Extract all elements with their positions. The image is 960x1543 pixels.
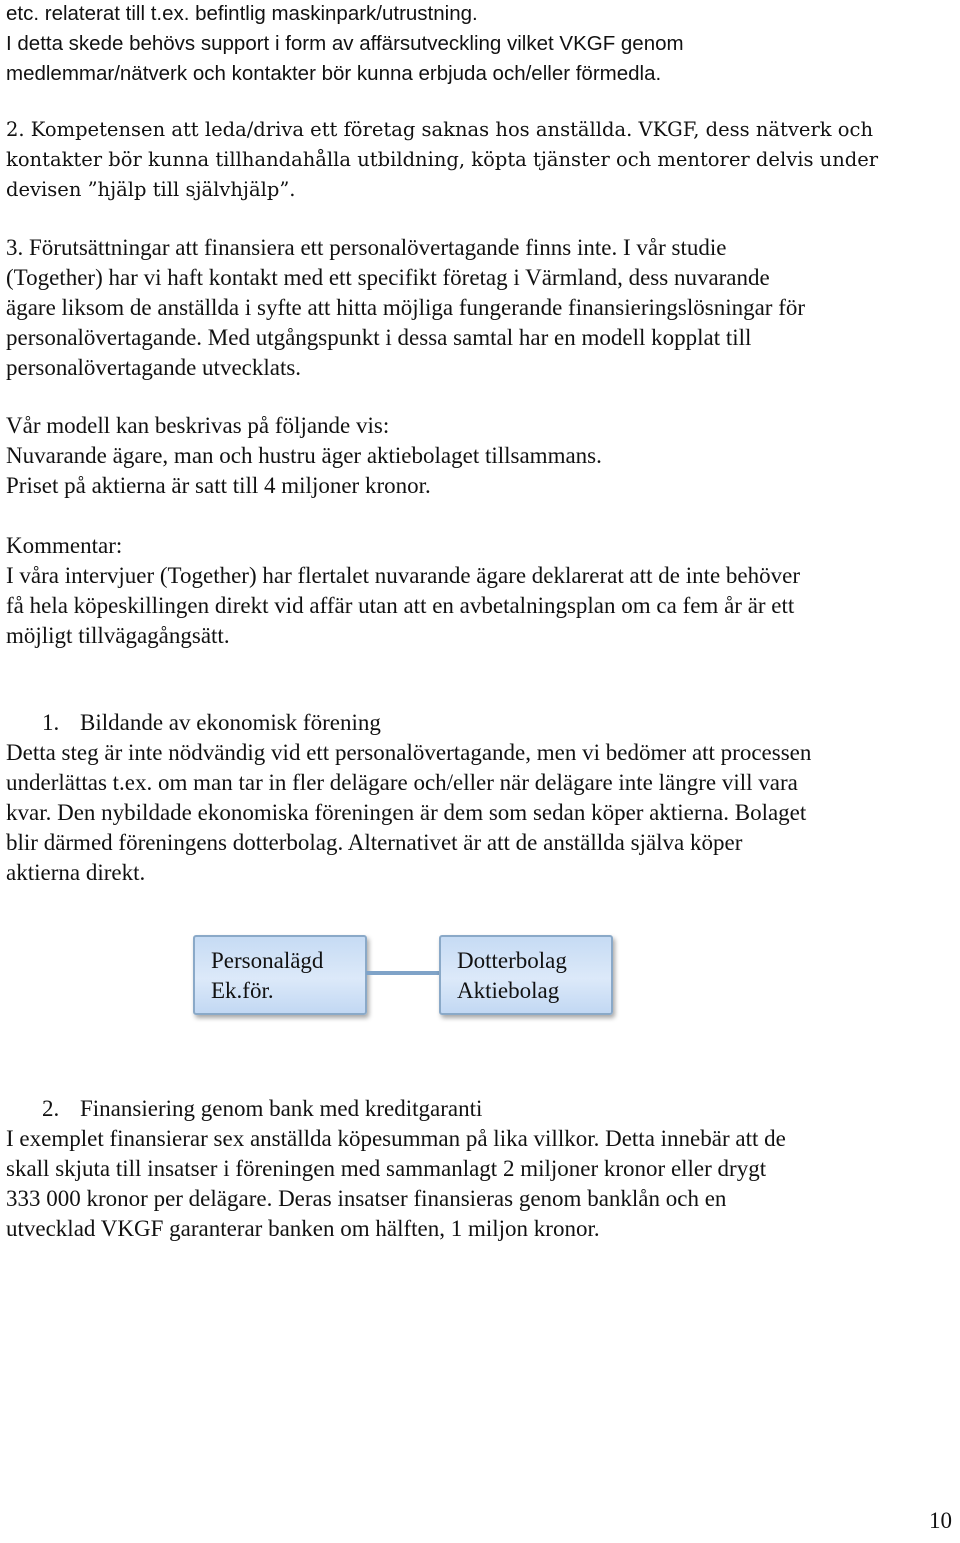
text-line: Priset på aktierna är satt till 4 miljoner kronor. <box>6 473 431 498</box>
connector-line <box>366 971 439 975</box>
text-line: Detta steg är inte nödvändig vid ett personalövertagande, men vi bedömer att processen <box>6 740 812 765</box>
text-line: ägare liksom de anställda i syfte att hitta möjliga fungerande finansieringslösningar för <box>6 295 806 320</box>
text-line: aktierna direkt. <box>6 860 146 885</box>
text-line: skall skjuta till insatser i föreningen med sammanlagt 2 miljoner kronor eller drygt <box>6 1156 767 1181</box>
text-line: personalövertagande. Med utgångspunkt i dessa samtal har en modell kopplat till <box>6 325 752 350</box>
model-paragraph <box>6 411 956 501</box>
text-line: kvar. Den nybildade ekonomiska föreningen är dem som sedan köper aktierna. Bolaget <box>6 800 807 825</box>
step-1-paragraph <box>6 738 956 888</box>
dotterbolag-aktiebolag-box <box>439 935 613 1015</box>
text-line: utvecklad VKGF garanterar banken om hälften, 1 miljon kronor. <box>6 1216 600 1241</box>
box-label: Aktiebolag <box>457 978 560 1003</box>
text-line: Nuvarande ägare, man och hustru äger aktiebolaget tillsammans. <box>6 443 602 468</box>
box-label: Personalägd <box>211 948 324 973</box>
text-line: 2. Kompetensen att leda/driva ett företag saknas hos anställda. VKGF, dess nätverk och <box>6 118 874 141</box>
text-line: I detta skede behövs support i form av affärsutveckling vilket VKGF genom <box>6 32 684 55</box>
step-1-number: 1. <box>42 710 60 735</box>
text-line: devisen ”hjälp till självhjälp”. <box>6 178 296 201</box>
box-label: Dotterbolag <box>457 948 567 973</box>
text-line: underlättas t.ex. om man tar in fler delägare och/eller när delägare inte längre vill vara <box>6 770 798 795</box>
text-line: kontakter bör kunna tillhandahålla utbildning, köpta tjänster och mentorer delvis under <box>6 148 879 171</box>
text-line: 333 000 kronor per delägare. Deras insatser finansieras genom banklån och en <box>6 1186 727 1211</box>
text-line: få hela köpeskillingen direkt vid affär utan att en avbetalningsplan om ca fem år är ett <box>6 593 795 618</box>
text-line: 3. Förutsättningar att finansiera ett personalövertagande finns inte. I vår studie <box>6 235 727 260</box>
text-line: Vår modell kan beskrivas på följande vis: <box>6 413 390 438</box>
box-label: Ek.för. <box>211 978 274 1003</box>
text-line: blir därmed föreningens dotterbolag. Alternativet är att de anställda själva köper <box>6 830 743 855</box>
text-line: Kommentar: <box>6 533 123 558</box>
text-line: (Together) har vi haft kontakt med ett specifikt företag i Värmland, dess nuvarande <box>6 265 770 290</box>
text-line: medlemmar/nätverk och kontakter bör kunna erbjuda och/eller förmedla. <box>6 62 662 85</box>
personalagd-ekforening-box <box>193 935 367 1015</box>
text-line: möjligt tillvägagångsätt. <box>6 623 230 648</box>
intro-paragraph <box>6 0 956 89</box>
text-line: personalövertagande utvecklats. <box>6 355 302 380</box>
point-3-paragraph <box>6 233 956 383</box>
step-2-paragraph <box>6 1124 956 1244</box>
step-2-number: 2. <box>42 1096 60 1121</box>
comment-paragraph <box>6 531 956 651</box>
page-number: 10 <box>929 1508 952 1533</box>
text-line: etc. relaterat till t.ex. befintlig maskinpark/utrustning. <box>6 2 478 25</box>
step-2-heading: Finansiering genom bank med kreditgaranti <box>80 1096 483 1121</box>
point-2-paragraph <box>6 115 956 205</box>
step-1-heading: Bildande av ekonomisk förening <box>80 710 381 735</box>
text-line: I exemplet finansierar sex anställda köpesumman på lika villkor. Detta innebär att de <box>6 1126 786 1151</box>
text-line: I våra intervjuer (Together) har flertalet nuvarande ägare deklarerat att de inte behöver <box>6 563 801 588</box>
